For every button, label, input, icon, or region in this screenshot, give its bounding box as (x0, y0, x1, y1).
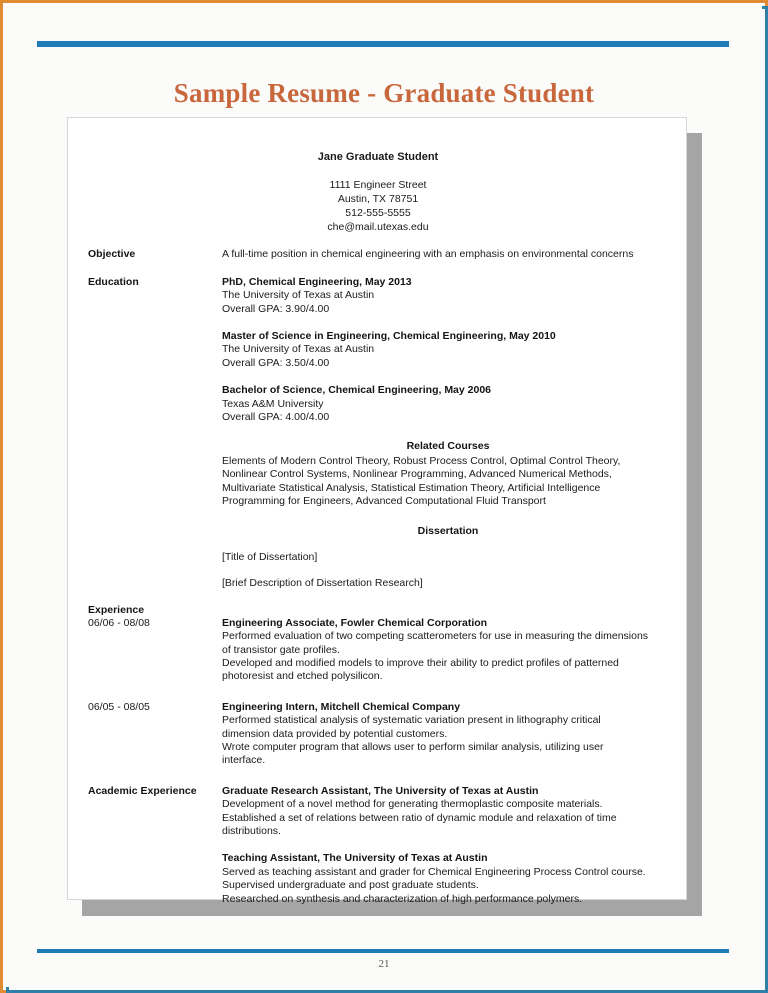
section-label-education: Education (88, 275, 139, 288)
academic-line: distributions. (222, 825, 281, 837)
degree-gpa: Overall GPA: 3.90/4.00 (222, 302, 330, 315)
experience-line: Performed evaluation of two competing scatterometers for use in measuring the dimensions (222, 630, 649, 643)
experience-title: Engineering Intern, Mitchell Chemical Company (222, 700, 461, 713)
resume-body (68, 118, 688, 906)
section-label-experience: Experience (88, 603, 145, 616)
education-entry (222, 384, 674, 424)
experience-line: Developed and modified models to improve their ability to predict profiles of patterned (222, 656, 619, 669)
degree-gpa: Overall GPA: 3.50/4.00 (222, 356, 330, 369)
experience-line: interface. (222, 754, 266, 767)
related-courses-line: Multivariate Statistical Analysis, Statistical Estimation Theory, Artificial Intelligence (222, 481, 601, 494)
resume-card (67, 117, 687, 905)
section-academic-experience (68, 785, 688, 906)
degree-title: Bachelor of Science, Chemical Engineering, May 2006 (222, 384, 492, 397)
related-courses-heading: Related Courses (406, 440, 490, 453)
related-courses-line: Nonlinear Control Systems, Nonlinear Programming, Advanced Numerical Methods, (222, 468, 612, 481)
academic-title: Graduate Research Assistant, The University of Texas at Austin (222, 784, 539, 797)
section-label-objective: Objective (88, 248, 136, 261)
degree-title: PhD, Chemical Engineering, May 2013 (222, 275, 412, 288)
academic-entry (222, 852, 674, 906)
section-label-academic-experience: Academic Experience (88, 784, 197, 797)
contact-phone: 512-555-5555 (345, 207, 411, 220)
objective-text: A full-time position in chemical engineering with an emphasis on environmental concerns (222, 248, 634, 261)
page-title: Sample Resume - Graduate Student (173, 78, 595, 108)
section-experience (68, 701, 688, 768)
section-experience (68, 603, 688, 684)
candidate-name: Jane Graduate Student (317, 151, 439, 163)
degree-school: The University of Texas at Austin (222, 343, 375, 356)
page-number: 21 (378, 958, 390, 970)
page-canvas (6, 6, 762, 987)
contact-email: che@mail.utexas.edu (327, 221, 429, 234)
academic-line: Development of a novel method for generating thermoplastic composite materials. (222, 798, 603, 811)
academic-title: Teaching Assistant, The University of Texas at Austin (222, 852, 488, 865)
education-entry (222, 330, 674, 370)
experience-line: Performed statistical analysis of systematic variation present in lithography critical (222, 714, 601, 727)
academic-line: Researched on synthesis and characterization of high performance polymers. (222, 892, 583, 905)
degree-school: Texas A&M University (222, 397, 324, 410)
experience-line: photoresist and etched polysilicon. (222, 670, 383, 683)
related-courses-line: Elements of Modern Control Theory, Robust Process Control, Optimal Control Theory, (222, 454, 621, 467)
dissertation-title-placeholder: [Title of Dissertation] (222, 550, 318, 563)
degree-gpa: Overall GPA: 4.00/4.00 (222, 411, 330, 424)
header-rule (37, 41, 729, 47)
experience-title: Engineering Associate, Fowler Chemical Corporation (222, 616, 488, 629)
related-courses-list (222, 455, 674, 509)
academic-line: Established a set of relations between ratio of dynamic module and relaxation of time (222, 811, 617, 824)
education-entry (222, 276, 674, 316)
experience-line: dimension data provided by potential customers. (222, 727, 448, 740)
dissertation-heading: Dissertation (417, 524, 479, 537)
experience-line: Wrote computer program that allows user to perform similar analysis, utilizing user (222, 740, 604, 753)
contact-street: 1111 Engineer Street (329, 179, 427, 192)
footer-rule (37, 949, 729, 953)
contact-city-state-zip: Austin, TX 78751 (337, 193, 419, 206)
academic-line: Served as teaching assistant and grader for Chemical Engineering Process Control course. (222, 865, 646, 878)
degree-title: Master of Science in Engineering, Chemical Engineering, May 2010 (222, 330, 556, 343)
related-courses-line: Programming for Engineers, Advanced Computational Fluid Transport (222, 495, 546, 508)
academic-entry (222, 785, 674, 839)
section-objective (68, 248, 688, 261)
section-education (68, 276, 688, 591)
dissertation-description-placeholder: [Brief Description of Dissertation Research] (222, 577, 423, 590)
academic-line: Supervised undergraduate and post graduate students. (222, 879, 479, 892)
contact-block (68, 178, 688, 234)
experience-dates: 06/06 - 08/08 (88, 616, 150, 629)
experience-line: of transistor gate profiles. (222, 643, 340, 656)
experience-dates: 06/05 - 08/05 (88, 700, 150, 713)
degree-school: The University of Texas at Austin (222, 289, 375, 302)
